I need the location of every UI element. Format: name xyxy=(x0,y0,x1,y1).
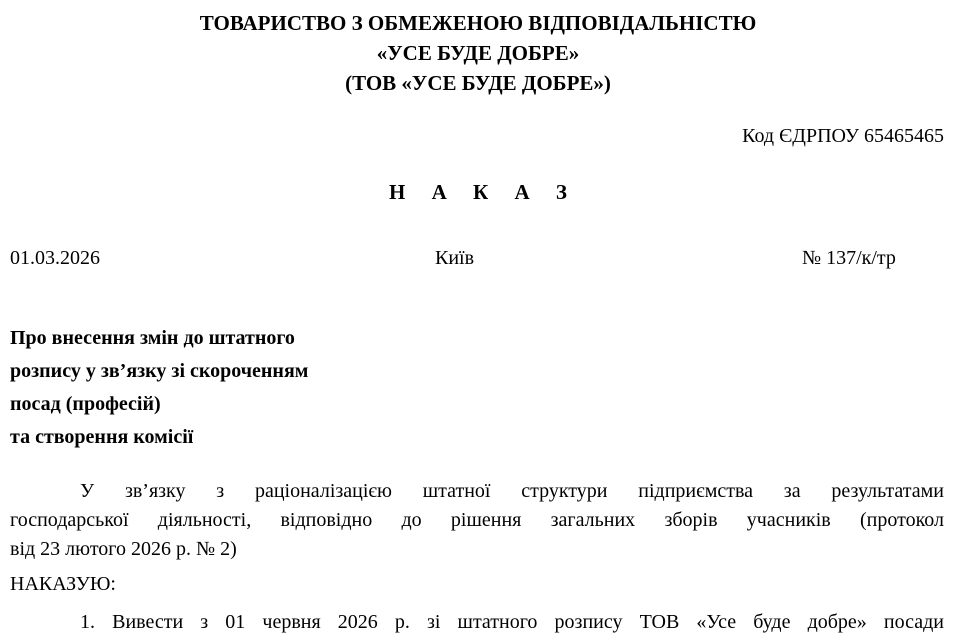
subject-line: розпису у зв’язку зі скороченням xyxy=(10,360,309,382)
subject-line: Про внесення змін до штатного xyxy=(10,327,295,349)
intro-paragraph xyxy=(10,477,944,564)
order-item: 1. Вивести з 01 червня 2026 р. зі штатного розпису ТОВ «Усе буде добре» посади xyxy=(80,611,944,633)
organization-name-line1: ТОВАРИСТВО З ОБМЕЖЕНОЮ ВІДПОВІДАЛЬНІСТЮ xyxy=(199,11,757,35)
subject-line: посад (професій) xyxy=(10,393,161,415)
subject-line: та створення комісії xyxy=(10,426,194,448)
intro-line: господарської діяльності, відповідно до рішення загальних зборів учасників (протокол xyxy=(10,509,944,531)
organization-short-name: (ТОВ «УСЕ БУДЕ ДОБРЕ») xyxy=(345,71,611,95)
intro-line: У зв’язку з раціоналізацією штатної структури підприємства за результатами xyxy=(80,480,944,502)
intro-line: від 23 лютого 2026 р. № 2) xyxy=(10,538,237,560)
document-number: № 137/к/тр xyxy=(802,247,896,269)
document-subject xyxy=(10,322,308,454)
organization-name-line2: «УСЕ БУДЕ ДОБРЕ» xyxy=(376,41,580,65)
order-word: НАКАЗУЮ: xyxy=(10,573,116,595)
document-title: Н А К А З xyxy=(389,180,578,204)
document-date: 01.03.2026 xyxy=(10,247,100,269)
document-city: Київ xyxy=(435,247,475,269)
organization-header xyxy=(0,8,956,98)
edrpou-code: Код ЄДРПОУ 65465465 xyxy=(742,125,944,147)
